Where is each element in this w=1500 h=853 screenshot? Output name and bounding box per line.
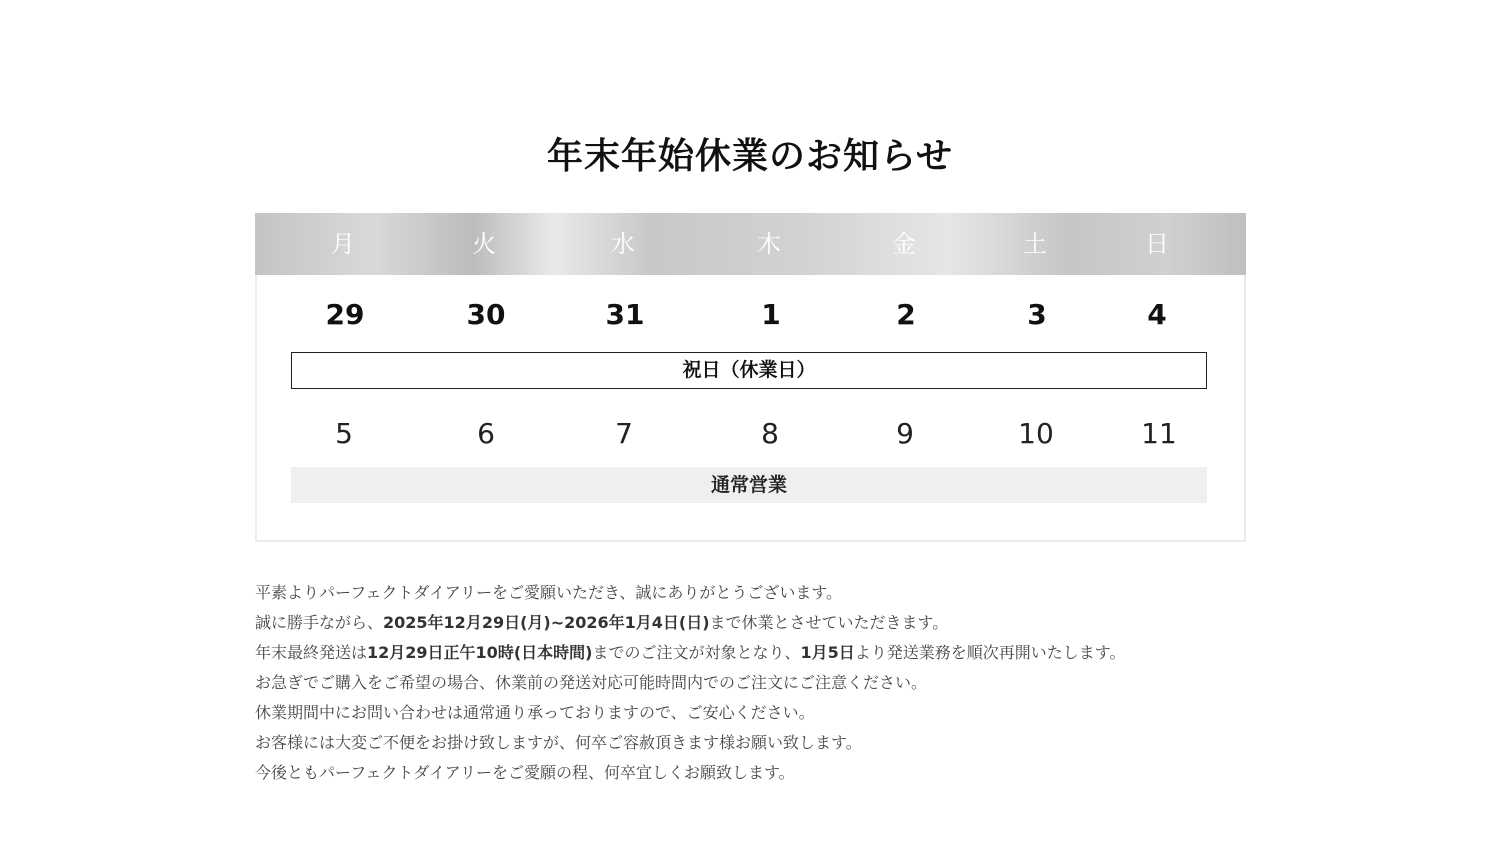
notice-line bbox=[255, 608, 1255, 638]
weekday-thu: 木 bbox=[757, 230, 781, 258]
weekday-tue: 火 bbox=[472, 230, 496, 258]
date-cell: 11 bbox=[1141, 417, 1177, 450]
notice-text-segment: 誠に勝手ながら、 bbox=[255, 613, 384, 632]
holiday-calendar bbox=[255, 213, 1246, 542]
weekday-header bbox=[255, 213, 1246, 275]
date-cell: 9 bbox=[896, 417, 914, 450]
date-cell: 4 bbox=[1147, 298, 1167, 331]
notice-line: お急ぎでご購入をご希望の場合、休業前の発送対応可能時間内でのご注文にご注意ください。 bbox=[255, 673, 928, 692]
date-cell: 5 bbox=[335, 417, 353, 450]
date-cell: 7 bbox=[615, 417, 633, 450]
notice-line: 休業期間中にお問い合わせは通常通り承っておりますので、ご安心ください。 bbox=[255, 703, 815, 722]
notice-highlight-closure-period: 2025年12月29日(月)~2026年1月4日(日) bbox=[383, 613, 710, 632]
date-cell: 6 bbox=[477, 417, 495, 450]
notice-highlight-resume-date: 1月5日 bbox=[800, 643, 855, 662]
date-cell: 8 bbox=[761, 417, 779, 450]
date-cell: 10 bbox=[1018, 417, 1054, 450]
notice-line: 今後ともパーフェクトダイアリーをご愛願の程、何卒宜しくお願致します。 bbox=[255, 763, 795, 782]
weekday-sat: 土 bbox=[1023, 230, 1047, 258]
notice-text-segment: より発送業務を順次再開いたします。 bbox=[854, 643, 1126, 662]
weekday-fri: 金 bbox=[892, 230, 916, 258]
notice-highlight-last-shipping: 12月29日正午10時(日本時間) bbox=[367, 643, 593, 662]
date-cell: 29 bbox=[325, 298, 365, 331]
date-cell: 1 bbox=[761, 298, 781, 331]
notice-line bbox=[255, 638, 1255, 668]
weekday-wed: 水 bbox=[611, 230, 635, 258]
notice-line: 平素よりパーフェクトダイアリーをご愛願いただき、誠にありがとうございます。 bbox=[255, 583, 843, 602]
weekday-sun: 日 bbox=[1145, 230, 1169, 258]
holiday-label: 祝日（休業日） bbox=[291, 352, 1207, 389]
notice-text bbox=[255, 578, 1255, 788]
page-title: 年末年始休業のお知らせ bbox=[547, 136, 953, 177]
date-cell: 31 bbox=[605, 298, 645, 331]
notice-text-segment: 年末最終発送は bbox=[255, 643, 368, 662]
notice-line: お客様には大変ご不便をお掛け致しますが、何卒ご容赦頂きます様お願い致します。 bbox=[255, 733, 862, 752]
date-cell: 2 bbox=[896, 298, 916, 331]
notice-text-segment: までのご注文が対象となり、 bbox=[592, 643, 801, 662]
business-label: 通常営業 bbox=[291, 467, 1207, 503]
weekday-mon: 月 bbox=[331, 230, 355, 258]
date-cell: 3 bbox=[1027, 298, 1047, 331]
notice-text-segment: まで休業とさせていただきます。 bbox=[709, 613, 949, 632]
date-cell: 30 bbox=[466, 298, 506, 331]
